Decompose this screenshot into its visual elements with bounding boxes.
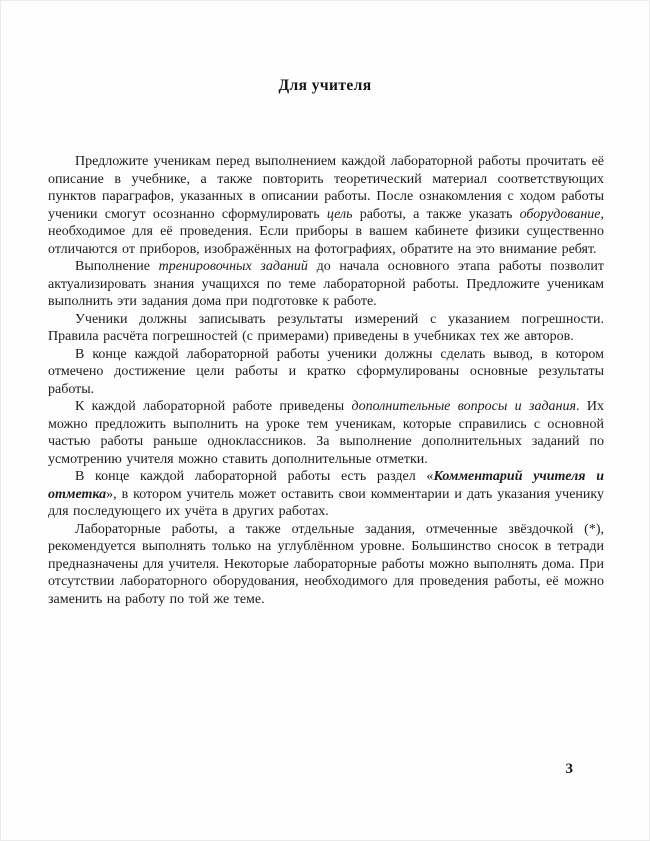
paragraph <box>48 258 604 311</box>
text-run: Ученики должны записывать результаты измерений с указанием погрешности. Правила расчёта погрешностей (с примерами) приведены в учебниках тех же авторов. <box>48 311 604 344</box>
emphasis-text: цель <box>326 206 353 222</box>
text-run: , необходимое для её проведения. Если приборы в вашем кабинете физики существенно отличаются от приборов, изображённых на фотографиях, обратите на это внимание ребят. <box>48 206 604 257</box>
text-run: Лабораторные работы, а также отдельные задания, отмеченные звёздочкой (*), рекомендуется выполнять только на углублённом уровне. Большинство сносок в тетради предназначены для учителя. Некоторые лабораторные работы можно выполнять дома. При отсутствии лабораторного оборудования, необходимого для проведения работы, её можно заменить на работу по той же теме. <box>48 521 604 607</box>
paragraph <box>48 521 604 609</box>
text-run: . Их можно предложить выполнить на уроке тем ученикам, которые справились с основной частью работы раньше одноклассников. За выполнение дополнительных заданий по усмотрению учителя можно ставить дополнительные отметки. <box>48 399 604 467</box>
text-run: до начала основного этапа работы позволит актуализировать знания учащихся по теме лабораторной работы. Предложите ученикам выполнить эти задания дома при подготовке к работе. <box>48 259 604 309</box>
text-run: В конце каждой лабораторной работы ученики должны сделать вывод, в котором отмечено достижение цели работы и кратко сформулированы основные результаты работы. <box>48 346 604 397</box>
paragraph <box>48 398 604 468</box>
text-run: В конце каждой лабораторной работы есть раздел « <box>75 469 434 484</box>
text-run: Предложите ученикам перед выполнением каждой лабораторной работы прочитать её описание в учебнике, а также повторить теоретический материал соответствующих пунктов параграфов, указанных в описании работы. После ознакомления с ходом работы ученики смогут осознанно сформулировать <box>48 154 604 222</box>
text-run: », в котором учитель может оставить свои комментарии и дать указания ученику для последующего их учёта в других работах. <box>48 486 604 519</box>
text-run: Выполнение <box>75 259 159 274</box>
text-run: К каждой лабораторной работе приведены <box>75 399 352 414</box>
text-run: работы, а также указать <box>352 206 520 222</box>
paragraph <box>48 468 604 521</box>
paragraph <box>48 311 604 346</box>
paragraph <box>48 153 604 258</box>
emphasis-text: тренировочных заданий <box>158 259 308 274</box>
page-title: Для учителя <box>278 77 372 94</box>
emphasis-text: оборудование <box>519 206 601 222</box>
emphasis-text: Комментарий учителя и отметка <box>48 469 604 502</box>
emphasis-text: дополнительные вопросы и задания <box>351 399 577 414</box>
page-number: 3 <box>565 761 573 777</box>
document-body <box>48 153 604 608</box>
paragraph <box>48 346 604 399</box>
